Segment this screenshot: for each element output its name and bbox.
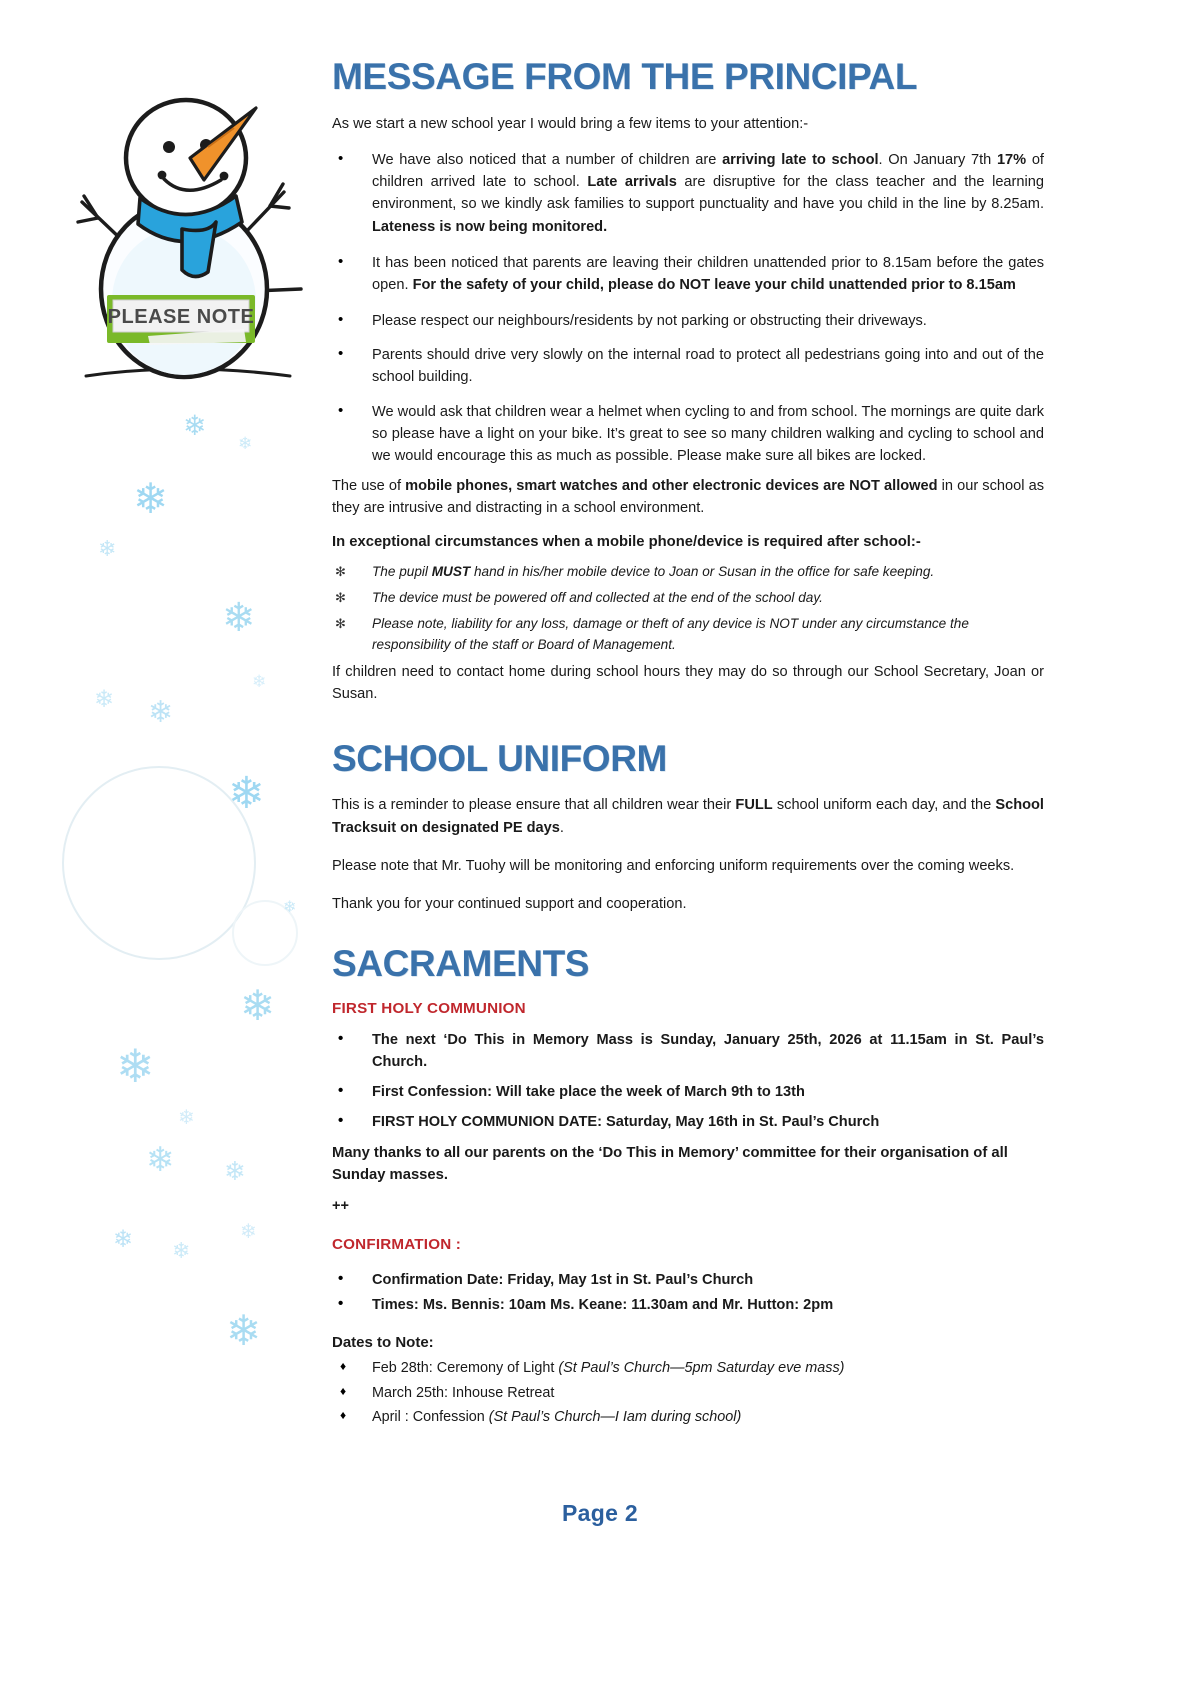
snowflake-icon: ❄	[228, 769, 265, 818]
uniform-full-paragraph: This is a reminder to please ensure that all children wear their FULL school uniform each day, and the School Tracksuit on designated PE days.	[332, 797, 1044, 836]
date-note: (St Paul’s Church—5pm Saturday eve mass)	[558, 1360, 845, 1377]
list-item	[332, 344, 1044, 388]
svg-text:PLEASE NOTE: PLEASE NOTE	[107, 306, 255, 328]
date-label: March 25th: Inhouse Retreat	[372, 1384, 555, 1401]
exceptional-circumstances-heading: In exceptional circumstances when a mobile phone/device is required after school:-	[332, 534, 921, 551]
subheading-first-holy-communion: FIRST HOLY COMMUNION	[332, 999, 526, 1017]
snowflake-icon: ❄	[178, 1107, 195, 1129]
date-label: Feb 28th: Ceremony of Light	[372, 1360, 559, 1377]
mobile-devices-paragraph: The use of mobile phones, smart watches and other electronic devices are NOT allowed in our school as they are intrusive and distracting in a school environment.	[332, 478, 1044, 517]
snowflake-icon: ❄	[116, 1040, 155, 1092]
uniform-enforcement-paragraph: Please note that Mr. Tuohy will be monitoring and enforcing uniform requirements over the coming weeks.	[332, 857, 1015, 874]
plus-separator: ++	[332, 1197, 349, 1214]
snowman-illustration	[58, 46, 308, 396]
page-number-footer: Page 2	[562, 1500, 638, 1526]
principal-bullet-list	[332, 149, 1044, 467]
dates-to-note-heading: Dates to Note:	[332, 1334, 434, 1352]
page-title-sacraments: SACRAMENTS	[332, 943, 590, 985]
snowflake-icon: ❄	[113, 1226, 134, 1253]
list-item	[332, 149, 1044, 238]
snowflake-icon: ❄	[238, 434, 253, 453]
snowflake-icon: ❄	[133, 475, 169, 522]
list-item	[332, 252, 1044, 296]
subheading-confirmation: CONFIRMATION :	[332, 1235, 462, 1253]
snowflake-icon: ❄	[226, 1307, 262, 1354]
snowflake-icon: ❄	[224, 1156, 246, 1186]
list-item: • The next ‘Do This in Memory Mass is Sunday, January 25th, 2026 at 11.15am in St. Paul’s Church.	[332, 1029, 1044, 1073]
uniform-thanks-paragraph: Thank you for your continued support and cooperation.	[332, 895, 687, 912]
bullet-rich-text: We would ask that children wear a helmet when cycling to and from school. The mornings are quite dark so please have a light on your bike. It’s great to see so many children walking and cycling to school and we would encourage this as much as possible. Please make sure all bikes are locked.	[372, 403, 1044, 464]
date-label: April : Confession	[372, 1408, 489, 1425]
committee-thanks-line: Many thanks to all our parents on the ‘Do This in Memory’ committee for their organisation of all Sunday masses.	[332, 1144, 1008, 1183]
list-item: • Confirmation Date: Friday, May 1st in St. Paul’s Church	[332, 1269, 1044, 1291]
list-item: ✻ Please note, liability for any loss, damage or theft of any device is NOT under any circumstance the responsibility of the staff or Board of Management.	[332, 614, 1044, 655]
list-item	[332, 1406, 1044, 1428]
date-note: (St Paul’s Church—I Iam during school)	[488, 1408, 742, 1425]
snowflake-icon: ❄	[222, 596, 256, 640]
snowflake-icon: ❄	[94, 686, 115, 713]
page-title-uniform: SCHOOL UNIFORM	[332, 737, 667, 779]
list-item	[332, 1357, 1044, 1379]
snowflake-icon: ❄	[283, 899, 297, 916]
list-item	[332, 1382, 1044, 1404]
contact-home-paragraph: If children need to contact home during school hours they may do so through our School Secretary, Joan or Susan.	[332, 664, 1044, 703]
snowflake-icon: ❄	[148, 696, 174, 729]
please-note-sign	[107, 295, 255, 345]
list-item: • FIRST HOLY COMMUNION DATE: Saturday, May 16th in St. Paul’s Church	[332, 1111, 1044, 1133]
decor-ring-large	[62, 766, 256, 960]
snowflake-icon: ❄	[98, 536, 117, 561]
mobile-device-rules-list	[332, 562, 1044, 656]
snowflake-icon: ❄	[252, 672, 267, 691]
list-item	[332, 310, 1044, 332]
bullet-rich-text: It has been noticed that parents are leaving their children unattended prior to 8.15am before the gates open. For the safety of your child, please do NOT leave your child unattended prior to 8.15am	[372, 254, 1044, 293]
decorative-left-column	[0, 0, 330, 1697]
dates-to-note-list	[332, 1357, 1044, 1428]
snowflake-icon: ❄	[240, 1221, 257, 1243]
bullet-rich-text: We have also noticed that a number of children are arriving late to school. On January 7th 17% of children arrived late to school. Late arrivals are disruptive for the class teacher and the learning environment, so we kindly ask families to support punctuality and have you child in the line by 8.25am. Lateness is now being monitored.	[372, 152, 1044, 235]
communion-bullet-list	[332, 1029, 1044, 1134]
list-item: ✻ The pupil MUST hand in his/her mobile device to Joan or Susan in the office for safe keeping.	[332, 562, 1044, 582]
list-item: • First Confession: Will take place the week of March 9th to 13th	[332, 1081, 1044, 1103]
bullet-rich-text: Parents should drive very slowly on the internal road to protect all pedestrians going into and out of the school building.	[372, 347, 1044, 386]
confirmation-bullet-list	[332, 1269, 1044, 1316]
list-item: • Times: Ms. Bennis: 10am Ms. Keane: 11.30am and Mr. Hutton: 2pm	[332, 1294, 1044, 1316]
main-content-column	[332, 58, 1044, 1430]
principal-lead-paragraph: As we start a new school year I would bring a few items to your attention:-	[332, 115, 809, 132]
snowflake-icon: ❄	[183, 410, 207, 441]
snowflake-icon: ❄	[240, 982, 276, 1029]
snowflake-icon: ❄	[172, 1238, 191, 1263]
list-item	[332, 401, 1044, 468]
snowflake-icon: ❄	[146, 1141, 175, 1179]
list-item: ✻ The device must be powered off and collected at the end of the school day.	[332, 588, 1044, 608]
page-title-principal: MESSAGE FROM THE PRINCIPAL	[332, 56, 918, 97]
bullet-rich-text: Please respect our neighbours/residents by not parking or obstructing their driveways.	[372, 313, 927, 330]
